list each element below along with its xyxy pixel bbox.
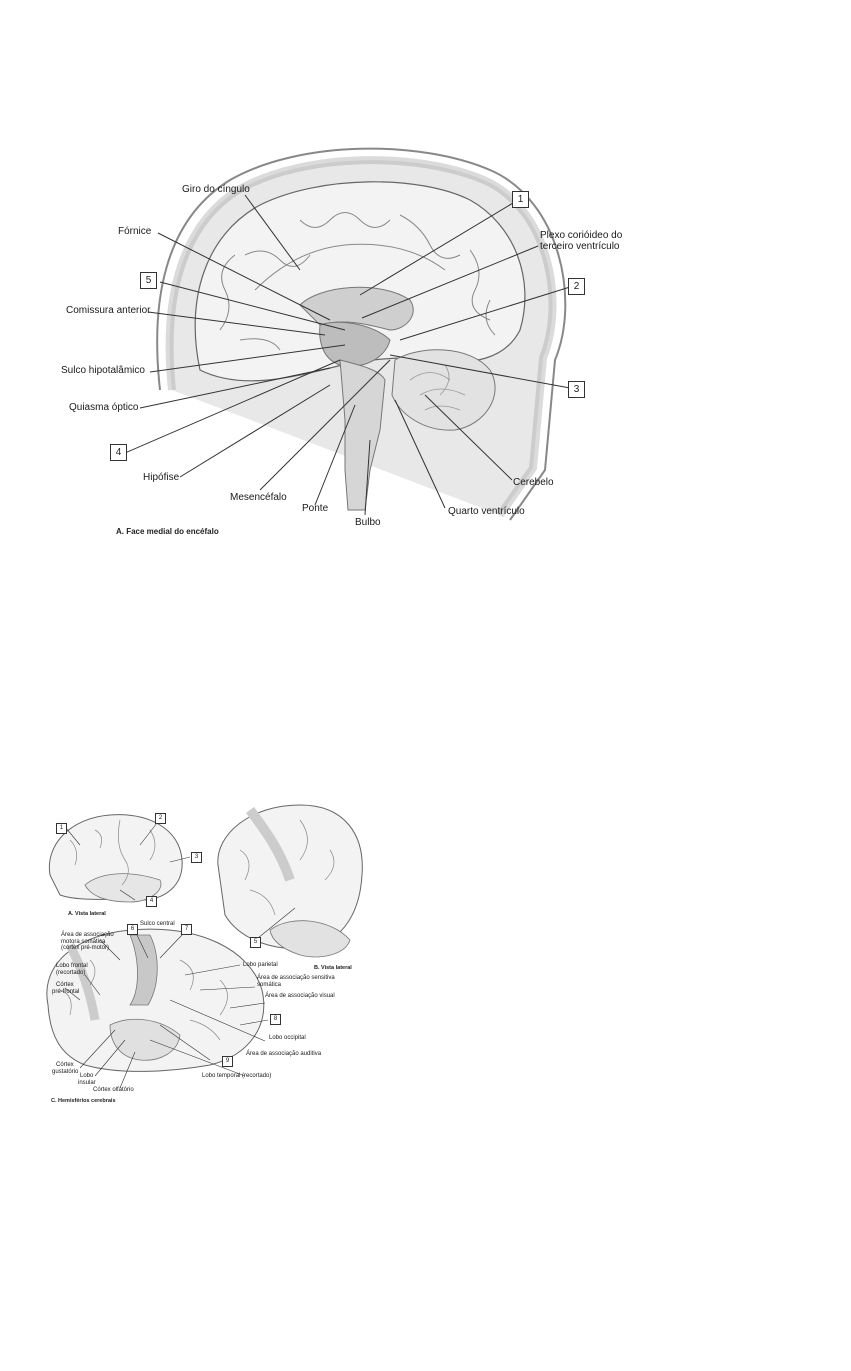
label-cortex-olfatorio: Córtex olfatório xyxy=(93,1087,134,1093)
label-mesencefalo: Mesencéfalo xyxy=(230,492,287,503)
number-box-4: 4 xyxy=(110,444,127,461)
label-comissura-anterior: Comissura anterior xyxy=(66,305,151,316)
label-cortex-prefrontal-1: Córtex xyxy=(56,982,74,988)
number-box-b8: 8 xyxy=(270,1014,281,1025)
number-box-b2: 2 xyxy=(155,813,166,824)
label-area-visual: Área de associação visual xyxy=(265,993,335,999)
label-cortex-prefrontal-2: pré-frontal xyxy=(52,988,80,995)
label-cortex-gustatorio-1: Córtex xyxy=(56,1062,74,1068)
label-plexo-line2: terceiro ventrículo xyxy=(540,241,620,252)
caption-figure-a: A. Face medial do encéfalo xyxy=(116,527,219,536)
number-box-b4: 4 xyxy=(146,896,157,907)
label-quarto-ventriculo: Quarto ventrículo xyxy=(448,506,525,517)
label-lobo-frontal-1: Lobo frontal xyxy=(56,963,88,969)
label-lobo-occipital: Lobo occipital xyxy=(269,1035,306,1041)
medial-brain-illustration xyxy=(0,0,851,560)
number-box-2: 2 xyxy=(568,278,585,295)
label-fornice: Fórnice xyxy=(118,226,152,237)
medial-brain-figure xyxy=(0,0,851,560)
caption-figure-b-b: B. Vista lateral xyxy=(314,965,352,971)
number-box-b5: 5 xyxy=(250,937,261,948)
number-box-b6: 6 xyxy=(127,924,138,935)
label-plexo-line1: Plexo corióideo do xyxy=(540,230,623,241)
label-area-auditiva: Área de associação auditiva xyxy=(246,1051,322,1057)
label-lobo-insular-1: Lobo xyxy=(80,1073,94,1079)
label-sulco-central: Sulco central xyxy=(140,921,175,927)
number-box-b9: 9 xyxy=(222,1056,233,1067)
label-cerebelo: Cerebelo xyxy=(513,477,554,488)
label-lobo-temporal: Lobo temporal (recortado) xyxy=(202,1073,272,1079)
label-area-motora-1: Área de associação xyxy=(61,932,114,938)
caption-figure-b-a: A. Vista lateral xyxy=(68,911,106,917)
lateral-brain-figures xyxy=(0,790,380,1120)
number-box-1: 1 xyxy=(512,191,529,208)
label-ponte: Ponte xyxy=(302,503,329,514)
label-lobo-insular-2: insular xyxy=(78,1079,96,1086)
number-box-b7: 7 xyxy=(181,924,192,935)
label-lobo-parietal: Lobo parietal xyxy=(243,962,278,968)
number-box-b1: 1 xyxy=(56,823,67,834)
label-bulbo: Bulbo xyxy=(355,517,381,528)
label-sulco-hipotalamico: Sulco hipotalâmico xyxy=(61,365,145,376)
number-box-5: 5 xyxy=(140,272,157,289)
label-area-motora-3: (córtex pré-motor) xyxy=(61,945,110,951)
label-lobo-frontal-2: (recortado) xyxy=(56,969,86,976)
label-giro-do-cingulo: Giro do cíngulo xyxy=(182,184,250,195)
label-cortex-gustatorio-2: gustatório xyxy=(52,1068,79,1075)
label-area-sensitiva-1: Área de associação sensitiva xyxy=(257,975,335,981)
number-box-b3: 3 xyxy=(191,852,202,863)
number-box-3: 3 xyxy=(568,381,585,398)
label-quiasma-optico: Quiasma óptico xyxy=(69,402,139,413)
label-area-sensitiva-2: somática xyxy=(257,981,282,988)
label-area-motora-2: motora somática xyxy=(61,938,106,945)
label-hipofise: Hipófise xyxy=(143,472,180,483)
caption-figure-b-c: C. Hemisférios cerebrais xyxy=(51,1098,116,1104)
